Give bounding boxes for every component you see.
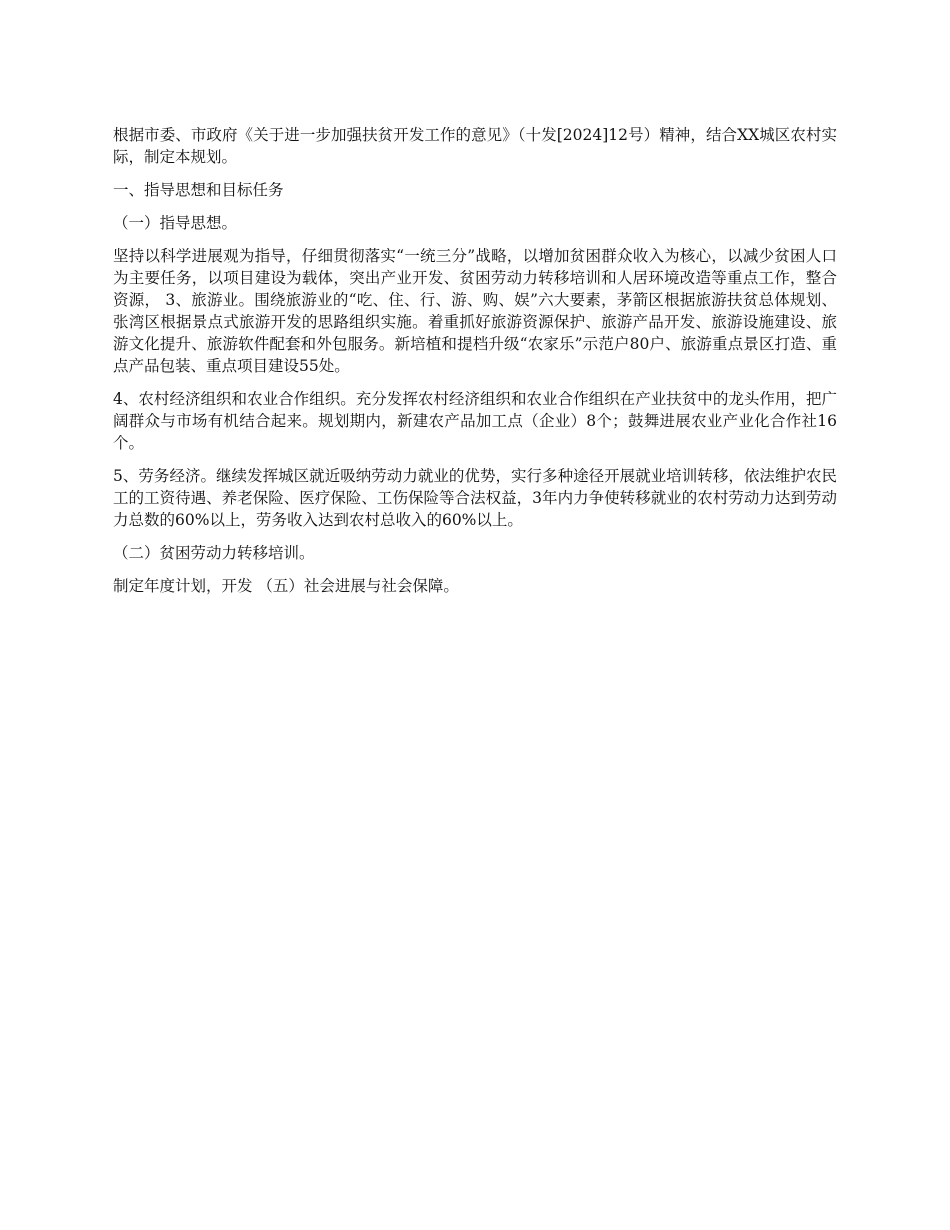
closing-paragraph: 制定年度计划，开发 （五）社会进展与社会保障。 [113, 577, 459, 595]
rural-economic-organization-paragraph: 4、农村经济组织和农业合作组织。充分发挥农村经济组织和农业合作组织在产业扶贫中的龙头作用，把广阔群众与市场有机结合起来。规划期内，新建农产品加工点（企业）8个；鼓舞进展农业产业化合作社16个。 [113, 390, 837, 452]
labor-economy-paragraph: 5、劳务经济。继续发挥城区就近吸纳劳动力就业的优势，实行多种途径开展就业培训转移，依法维护农民工的工资待遇、养老保险、医疗保险、工伤保险等合法权益，3年内力争使转移就业的农村劳动力达到劳动力总数的60%以上，劳务收入达到农村总收入的60%以上。 [113, 467, 837, 529]
guiding-ideology-paragraph: 坚持以科学进展观为指导，仔细贯彻落实“一统三分”战略，以增加贫困群众收入为核心，以减少贫困人口为主要任务，以项目建设为载体，突出产业开发、贫困劳动力转移培训和人居环境改造等重点工作，整合资源， 3、旅游业。围绕旅游业的“吃、住、行、游、购、娱”六大要素，茅箭区根据旅游扶贫总体规划、张湾区根据景点式旅游开发的思路组织实施。着重抓好旅游资源保护、旅游产品开发、旅游设施建设、旅游文化提升、旅游软件配套和外包服务。新培植和提档升级“农家乐”示范户80户、旅游重点景区打造、重点产品包装、重点项目建设55处。 [113, 247, 837, 375]
subsection-heading: （一）指导思想。 [113, 214, 238, 232]
intro-paragraph: 根据市委、市政府《关于进一步加强扶贫开发工作的意见》（十发[2024]12号）精神，结合XX城区农村实际，制定本规划。 [113, 126, 837, 166]
section-heading: 一、指导思想和目标任务 [113, 181, 284, 199]
subsection-heading: （二）贫困劳动力转移培训。 [113, 544, 315, 562]
document-body [113, 124, 837, 608]
